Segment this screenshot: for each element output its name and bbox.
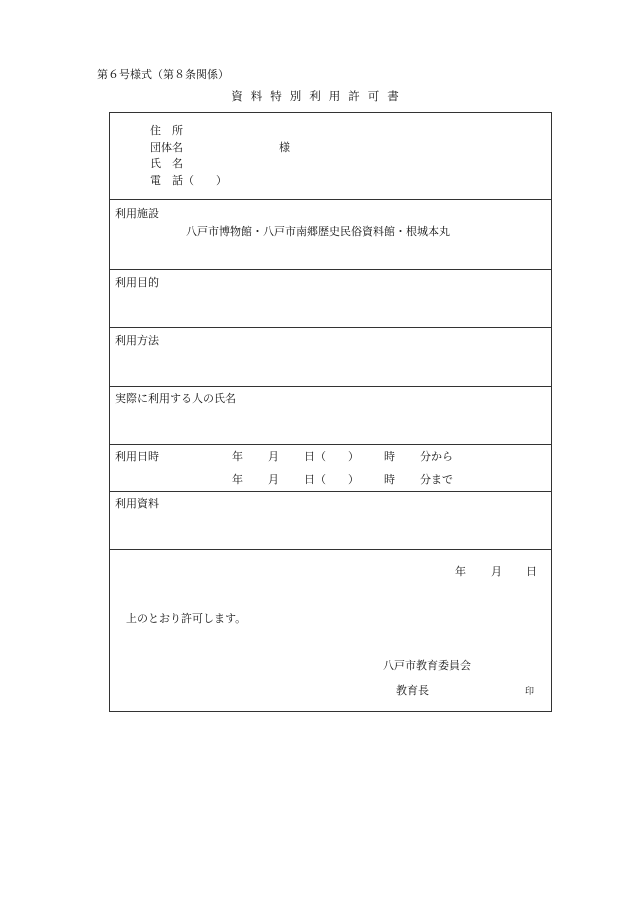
user-name-label: 実際に利用する人の氏名 <box>115 392 236 405</box>
end-month: 月 <box>268 473 279 486</box>
datetime-label: 利用日時 <box>115 450 159 463</box>
issuer-title: 教育長 <box>396 684 429 697</box>
row-divider <box>109 444 552 445</box>
name-label: 氏 名 <box>150 157 183 170</box>
group-name-label: 団体名 <box>150 141 183 154</box>
end-until: 分まで <box>420 473 453 486</box>
seal-icon: 印 <box>524 687 534 697</box>
address-label: 住 所 <box>150 124 183 137</box>
row-divider <box>109 491 552 492</box>
approval-month: 月 <box>491 565 502 578</box>
facility-label: 利用施設 <box>115 207 159 220</box>
issuer-name: 八戸市教育委員会 <box>383 659 471 672</box>
row-divider <box>109 199 552 200</box>
method-label: 利用方法 <box>115 334 159 347</box>
honorific-label: 様 <box>279 141 290 154</box>
start-from: 分から <box>420 450 453 463</box>
row-divider <box>109 269 552 270</box>
end-year: 年 <box>232 473 243 486</box>
end-hour: 時 <box>384 473 395 486</box>
purpose-label: 利用目的 <box>115 276 159 289</box>
facility-value: 八戸市博物館・八戸市南郷歴史民俗資料館・根城本丸 <box>186 225 450 238</box>
start-paren-close: ） <box>348 450 359 463</box>
start-year: 年 <box>232 450 243 463</box>
row-divider <box>109 327 552 328</box>
approval-statement: 上のとおり許可します。 <box>126 612 247 625</box>
document-title: 資料特別利用許可書 <box>231 89 407 103</box>
row-divider <box>109 549 552 550</box>
phone-label: 電 話（ ） <box>150 174 227 187</box>
start-month: 月 <box>268 450 279 463</box>
materials-label: 利用資料 <box>115 497 159 510</box>
end-paren-close: ） <box>348 473 359 486</box>
start-hour: 時 <box>384 450 395 463</box>
seal-mark <box>524 685 535 698</box>
row-divider <box>109 386 552 387</box>
approval-day: 日 <box>526 565 537 578</box>
start-day: 日（ <box>304 450 326 463</box>
end-day: 日（ <box>304 473 326 486</box>
approval-year: 年 <box>455 565 466 578</box>
form-number: 第６号様式（第８条関係） <box>97 68 229 81</box>
